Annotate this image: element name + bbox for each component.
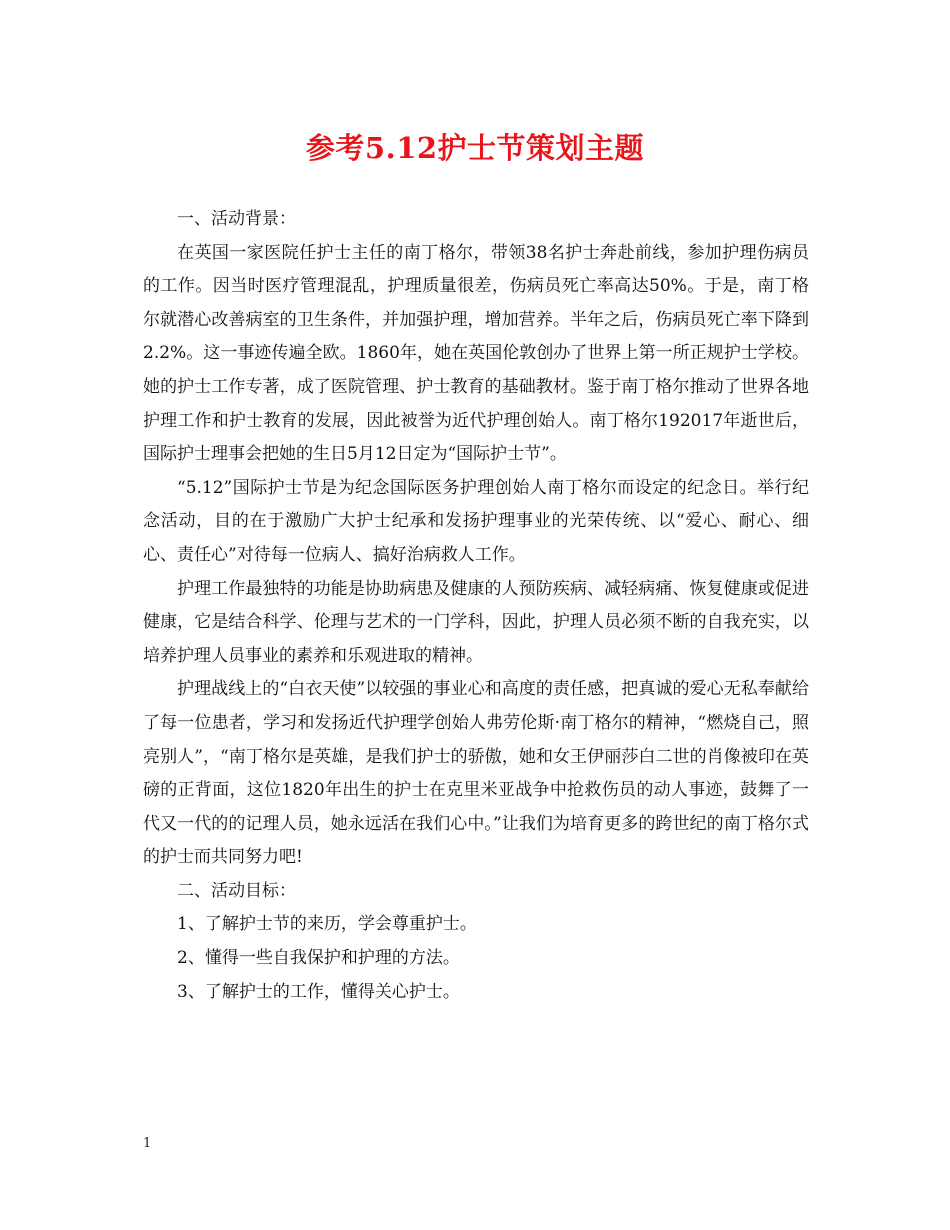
section-heading-goals: 二、活动目标：	[177, 880, 296, 901]
paragraph-nightingale-history: 在英国一家医院任护士主任的南丁格尔，带领38名护士奔赴前线，参加护理伤病员的工作。因当时医疗管理混乱，护理质量很差，伤病员死亡率高达50%。于是，南丁格尔就潜心改善病室的卫生条件，并加强护理，增加营养。半年之后，伤病员死亡率下降到 2.2%。这一事迹传遍全欧。1860年，她在英国伦敦创办了世界上第一所正规护士学校。她的护士工作专著，成了医院管理、护士教育的基础教材。鉴于南丁格尔推动了世界各地护理工作和护士教育的发展，因此被誉为近代护理创始人。南丁格尔192017年逝世后，国际护士理事会把她的生日5月12日定为“国际护士节”。	[143, 242, 809, 465]
document-title: 参考5.12护士节策划主题	[305, 131, 645, 165]
goal-item-2: 2、懂得一些自我保护和护理的方法。	[177, 948, 460, 969]
section-heading-background: 一、活动背景：	[177, 209, 296, 229]
goal-item-1: 1、了解护士节的来历，学会尊重护士。	[177, 914, 477, 935]
document-body	[143, 203, 809, 1009]
paragraph-nurses-day-purpose: “5.12”国际护士节是为纪念国际医务护理创始人南丁格尔而设定的纪念日。举行纪念活动，目的在于激励广大护士纪承和发扬护理事业的光荣传统、以“爱心、耐心、细心、责任心”对待每一位病人、搞好治病救人工作。	[143, 477, 809, 565]
goal-item-3: 3、了解护士的工作，懂得关心护士。	[177, 981, 460, 1002]
paragraph-white-angels: 护理战线上的“白衣天使”以较强的事业心和高度的责任感，把真诚的爱心无私奉献给了每一位患者，学习和发扬近代护理学创始人弗劳伦斯·南丁格尔的精神，“燃烧自己，照亮别人”，“南丁格尔是英雄，是我们护士的骄傲，她和女王伊丽莎白二世的肖像被印在英磅的正背面，这位1820年出生的护士在克里米亚战争中抢救伤员的动人事迹，鼓舞了一代又一代的的记理人员，她永远活在我们心中。”让我们为培育更多的跨世纪的南丁格尔式的护士而共同努力吧!	[143, 679, 809, 868]
paragraph-nursing-function: 护理工作最独特的功能是协助病患及健康的人预防疾病、减轻病痛、恢复健康或促进健康，它是结合科学、伦理与艺术的一门学科，因此，护理人员必须不断的自我充实，以培养护理人员事业的素养和乐观进取的精神。	[143, 578, 809, 666]
page-number: 1	[143, 1136, 152, 1151]
